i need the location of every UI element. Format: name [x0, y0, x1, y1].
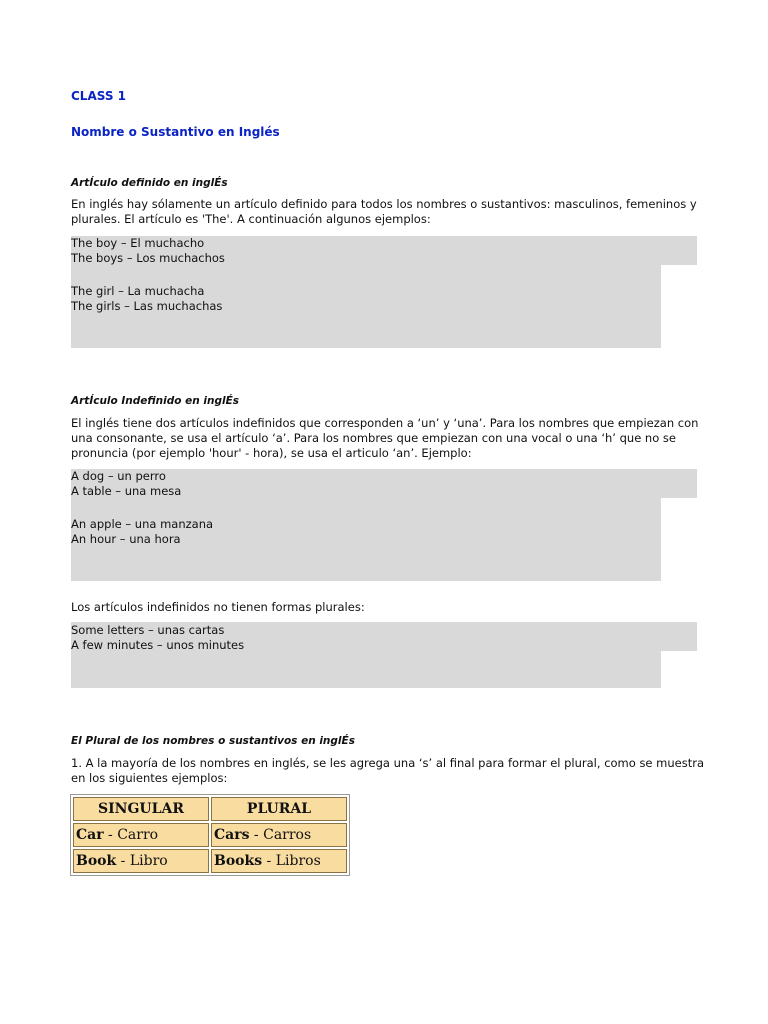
- example-line: The girl – La muchacha: [71, 284, 205, 298]
- section-title-definite-article: ArtÍculo definido en inglÉs: [71, 177, 228, 189]
- page-title: Nombre o Sustantivo en Inglés: [71, 125, 280, 139]
- paragraph-line: en los siguientes ejemplos:: [71, 771, 228, 785]
- example-list-definite: [71, 236, 225, 314]
- example-list-plural: [71, 623, 244, 653]
- plural-table: [70, 794, 350, 876]
- table-cell-plural: [211, 849, 347, 873]
- example-line: The boys – Los muchachos: [71, 251, 225, 265]
- table-cell-singular: [73, 849, 209, 873]
- singular-translation: - Carro: [103, 827, 159, 843]
- plural-word: Books: [214, 853, 263, 869]
- plural-note: Los artículos indefinidos no tienen formas plurales:: [71, 600, 365, 614]
- example-line: A few minutes – unos minutes: [71, 638, 245, 652]
- singular-word: Book: [76, 853, 117, 869]
- table-row: [73, 849, 347, 873]
- class-label: CLASS 1: [71, 89, 127, 103]
- example-line: A table – una mesa: [71, 484, 182, 498]
- paragraph-line: plurales. El artículo es 'The'. A continuación algunos ejemplos:: [71, 212, 431, 226]
- table-row: [73, 823, 347, 847]
- paragraph-line: 1. A la mayoría de los nombres en inglés, se les agrega una ‘s’ al final para formar el plural, como se muestra: [71, 756, 705, 770]
- plural-translation: - Carros: [249, 827, 312, 843]
- paragraph-line: En inglés hay sólamente un artículo definido para todos los nombres o sustantivos: masculinos, femeninos y: [71, 197, 697, 211]
- singular-translation: - Libro: [116, 853, 168, 869]
- example-list-indefinite: [71, 469, 213, 547]
- example-line: A dog – un perro: [71, 469, 166, 483]
- example-box-bottom: [71, 651, 661, 688]
- section-title-plural: El Plural de los nombres o sustantivos en inglÉs: [71, 735, 355, 747]
- paragraph-line: pronuncia (por ejemplo 'hour' - hora), se usa el articulo ‘an’. Ejemplo:: [71, 446, 472, 460]
- table-cell-plural: [211, 823, 347, 847]
- section-title-indefinite-article: ArtÍculo Indefinido en inglÉs: [71, 395, 240, 407]
- plural-translation: - Libros: [262, 853, 321, 869]
- table-header-row: [73, 797, 347, 821]
- example-line: An apple – una manzana: [71, 517, 214, 531]
- plural-word: Cars: [214, 827, 250, 843]
- example-line: Some letters – unas cartas: [71, 623, 225, 637]
- example-line: An hour – una hora: [71, 532, 181, 546]
- paragraph-line: una consonante, se usa el artículo ‘a’. Para los nombres que empiezan con una vocal o una ‘h’ que no se: [71, 431, 676, 445]
- singular-word: Car: [76, 827, 104, 843]
- section-paragraph-indefinite: [71, 416, 711, 461]
- section-paragraph-plural: [71, 756, 711, 786]
- paragraph-line: El inglés tiene dos artículos indefinidos que corresponden a ‘un’ y ‘una’. Para los nombres que empiezan con: [71, 416, 699, 430]
- column-header-singular: SINGULAR: [73, 797, 209, 821]
- column-header-plural: PLURAL: [211, 797, 347, 821]
- example-line: The boy – El muchacho: [71, 236, 205, 250]
- example-line: The girls – Las muchachas: [71, 299, 223, 313]
- section-paragraph-definite: [71, 197, 711, 227]
- table-cell-singular: [73, 823, 209, 847]
